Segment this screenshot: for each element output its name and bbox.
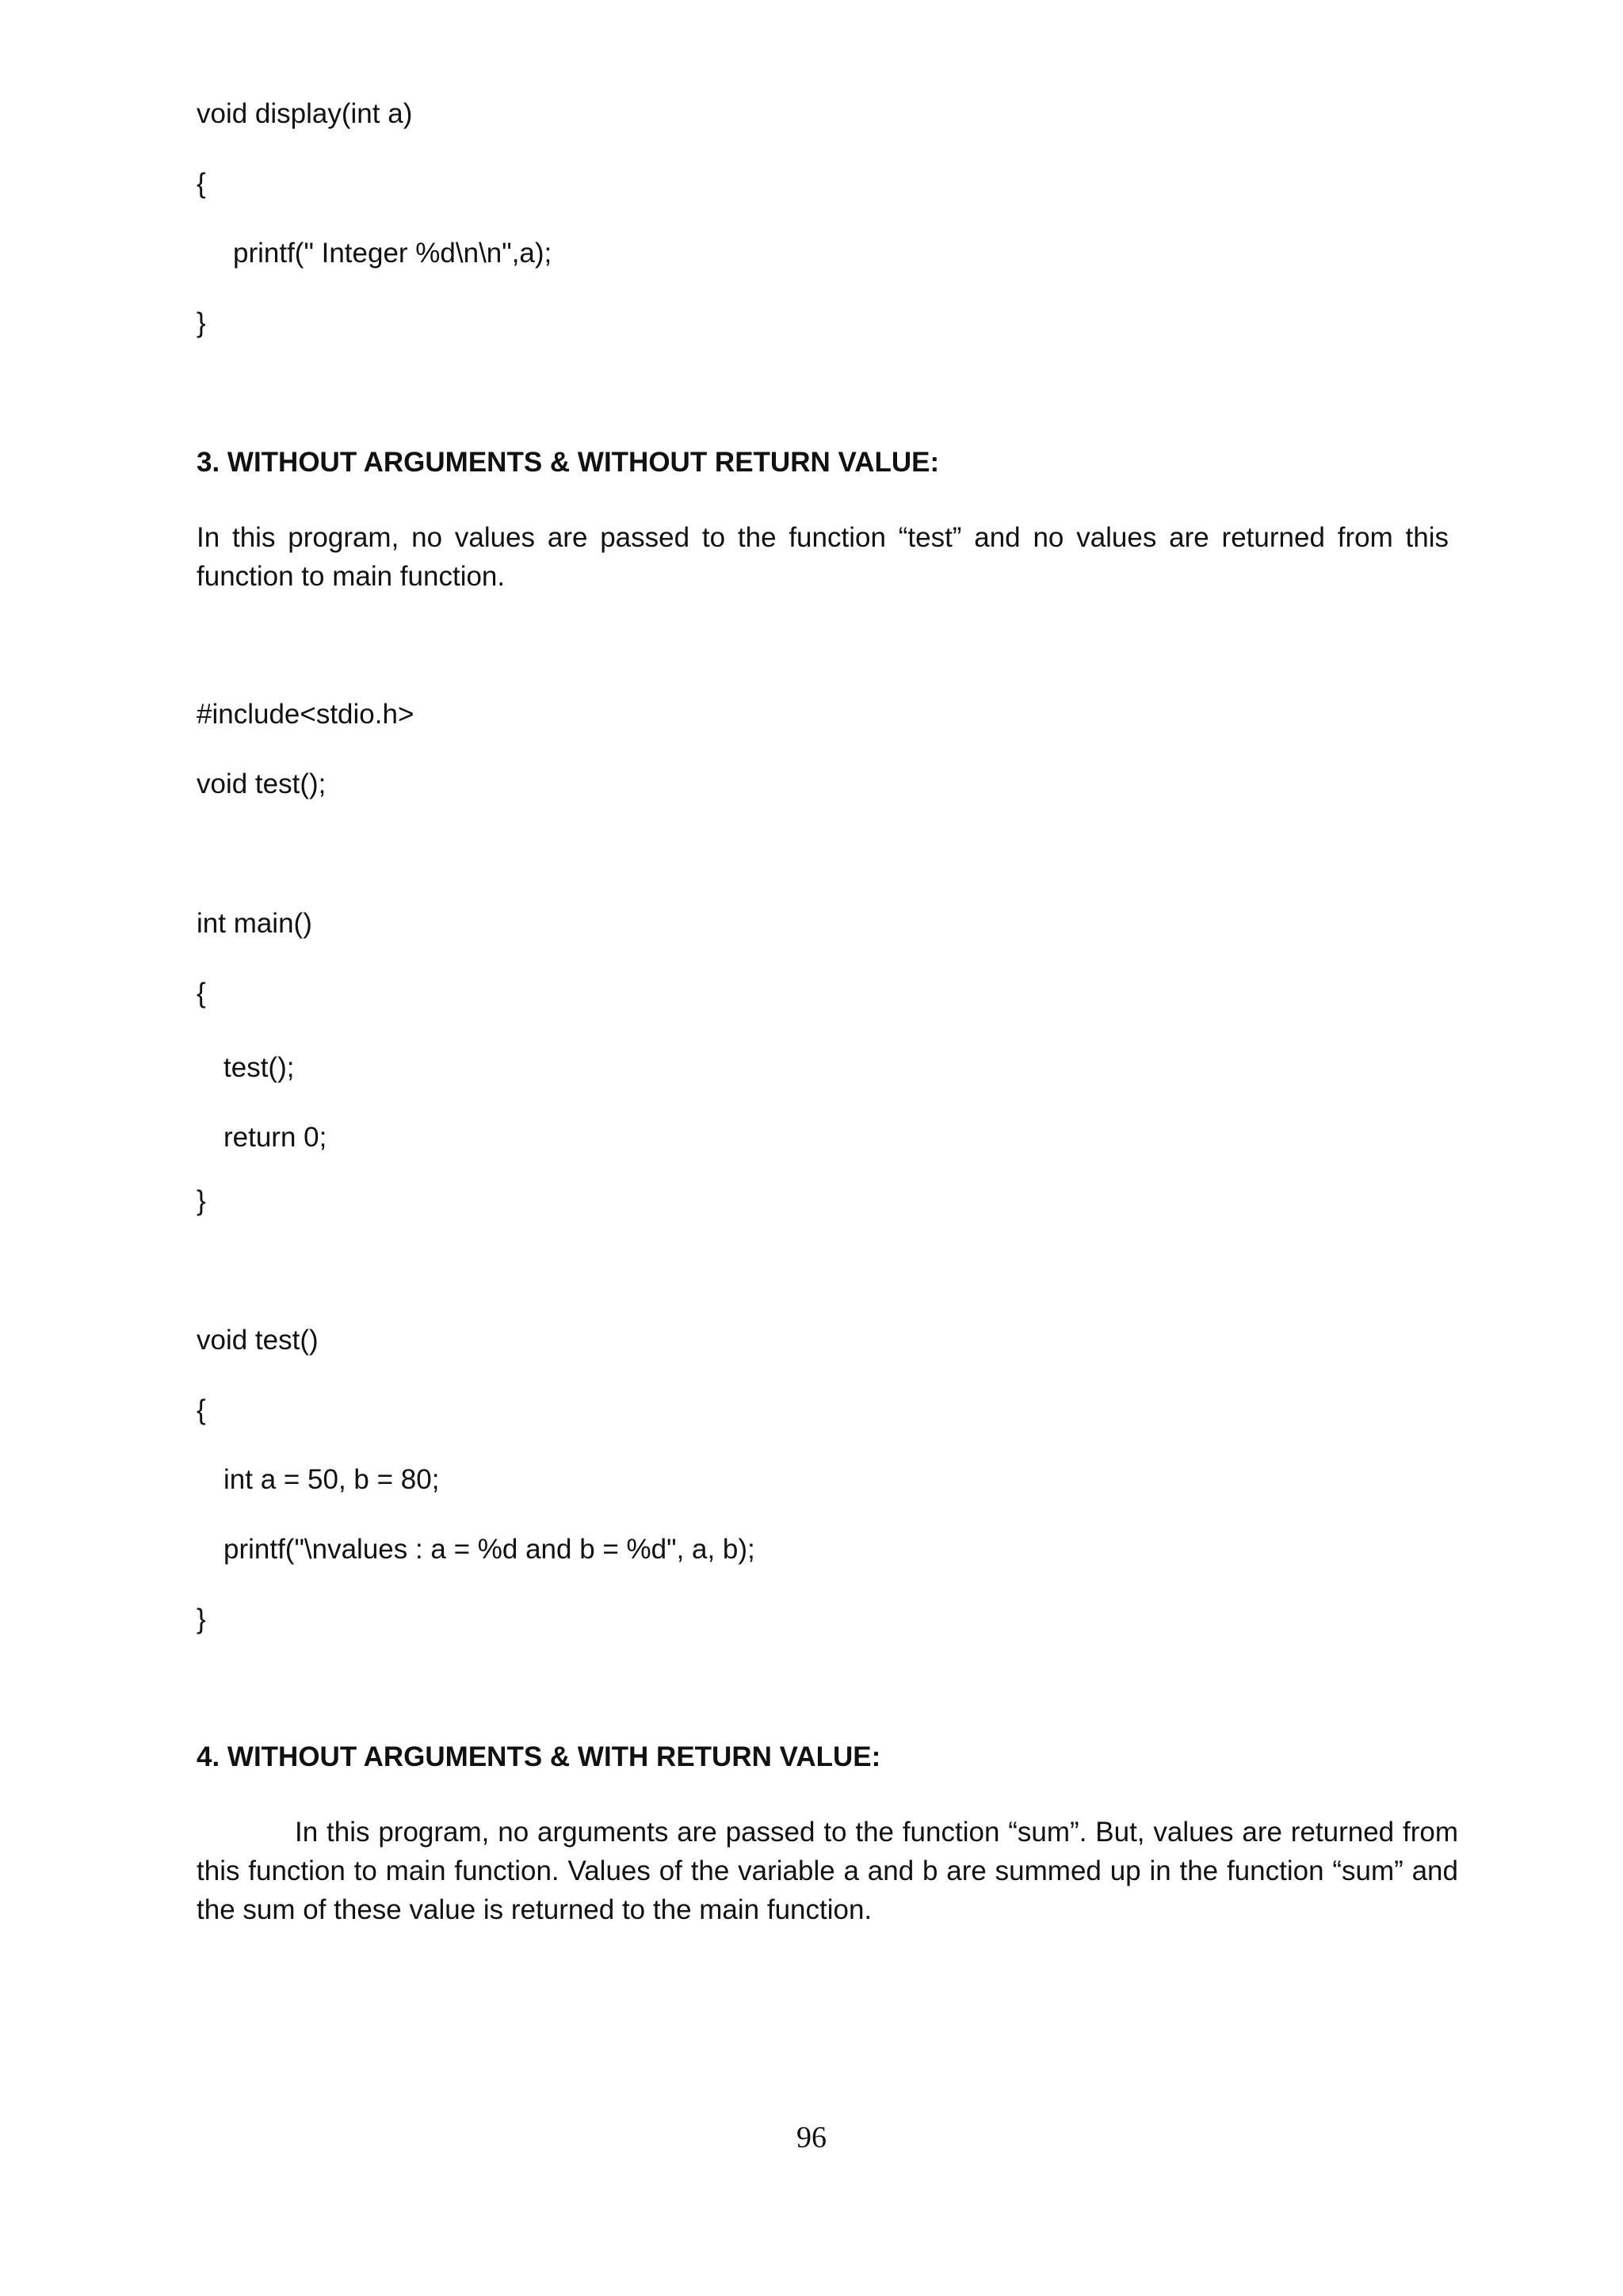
code-line: { [197, 1394, 206, 1425]
section-paragraph: In this program, no values are passed to the function “test” and no values are returned from this function to main function. [197, 522, 1449, 592]
code-line: printf("\nvalues : a = %d and b = %d", a, b); [223, 1534, 755, 1565]
code-line: int a = 50, b = 80; [223, 1464, 440, 1495]
code-line: printf(" Integer %d\n\n",a); [233, 238, 552, 269]
code-line: #include<stdio.h> [197, 699, 414, 730]
code-line: } [197, 1604, 206, 1634]
code-line: void test() [197, 1325, 319, 1356]
code-line: { [197, 978, 206, 1009]
code-line: { [197, 168, 206, 199]
code-line: return 0; [223, 1122, 327, 1153]
code-line: void test(); [197, 769, 327, 799]
code-line: void display(int a) [197, 98, 413, 129]
page-number: 96 [796, 2121, 827, 2154]
code-line: } [197, 307, 206, 338]
section-heading: 3. WITHOUT ARGUMENTS & WITHOUT RETURN VALUE: [197, 447, 940, 478]
section-paragraph: In this program, no arguments are passed to the function “sum”. But, values are returned from this function to main function. Values of the variable a and b are summed up in the function “sum” and the sum of these value is returned to the main function. [197, 1817, 1458, 1925]
code-line: } [197, 1185, 206, 1216]
code-line: test(); [223, 1052, 295, 1083]
section-heading: 4. WITHOUT ARGUMENTS & WITH RETURN VALUE: [197, 1741, 881, 1772]
code-line: int main() [197, 908, 312, 939]
